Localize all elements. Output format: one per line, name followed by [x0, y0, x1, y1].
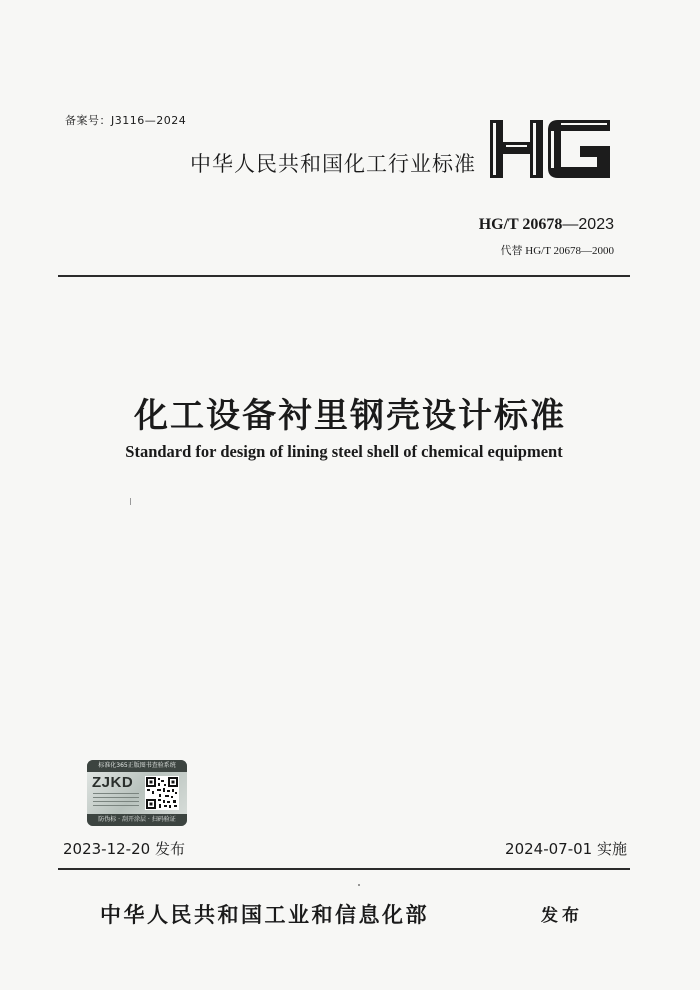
anti-counterfeit-stamp [87, 760, 187, 826]
qr-code-icon [145, 776, 179, 810]
stamp-fine-print [93, 793, 139, 809]
standard-number-prefix: HG/T 20678 [478, 216, 563, 233]
standard-number [479, 216, 614, 234]
title-english: Standard for design of lining steel shell of chemical equipment [125, 442, 563, 461]
replaces-standard: 代替 HG/T 20678—2000 [500, 245, 614, 257]
issuing-ministry: 中华人民共和国工业和信息化部 [100, 903, 429, 927]
industry-standard-label: 中华人民共和国化工行业标准 [190, 152, 476, 176]
title-chinese: 化工设备衬里钢壳设计标准 [134, 396, 566, 436]
paper-mark [130, 498, 131, 505]
stamp-bottom-text: 防伪标 · 刮开涂层 · 扫码验证 [87, 814, 187, 826]
record-number: 备案号：J3116—2024 [65, 114, 187, 127]
hg-logo [488, 118, 614, 180]
publish-date: 2023-12-20 发布 [63, 840, 185, 858]
bottom-divider [58, 868, 630, 870]
standard-number-year: —2023 [562, 216, 614, 233]
stamp-top-text: 标准化365正版图书查验系统 [87, 760, 187, 772]
stamp-logo: ZJKD [92, 774, 134, 791]
paper-dot [358, 884, 360, 886]
top-divider [58, 275, 630, 277]
implementation-date: 2024-07-01 实施 [505, 840, 627, 858]
issued-label: 发布 [541, 906, 583, 926]
